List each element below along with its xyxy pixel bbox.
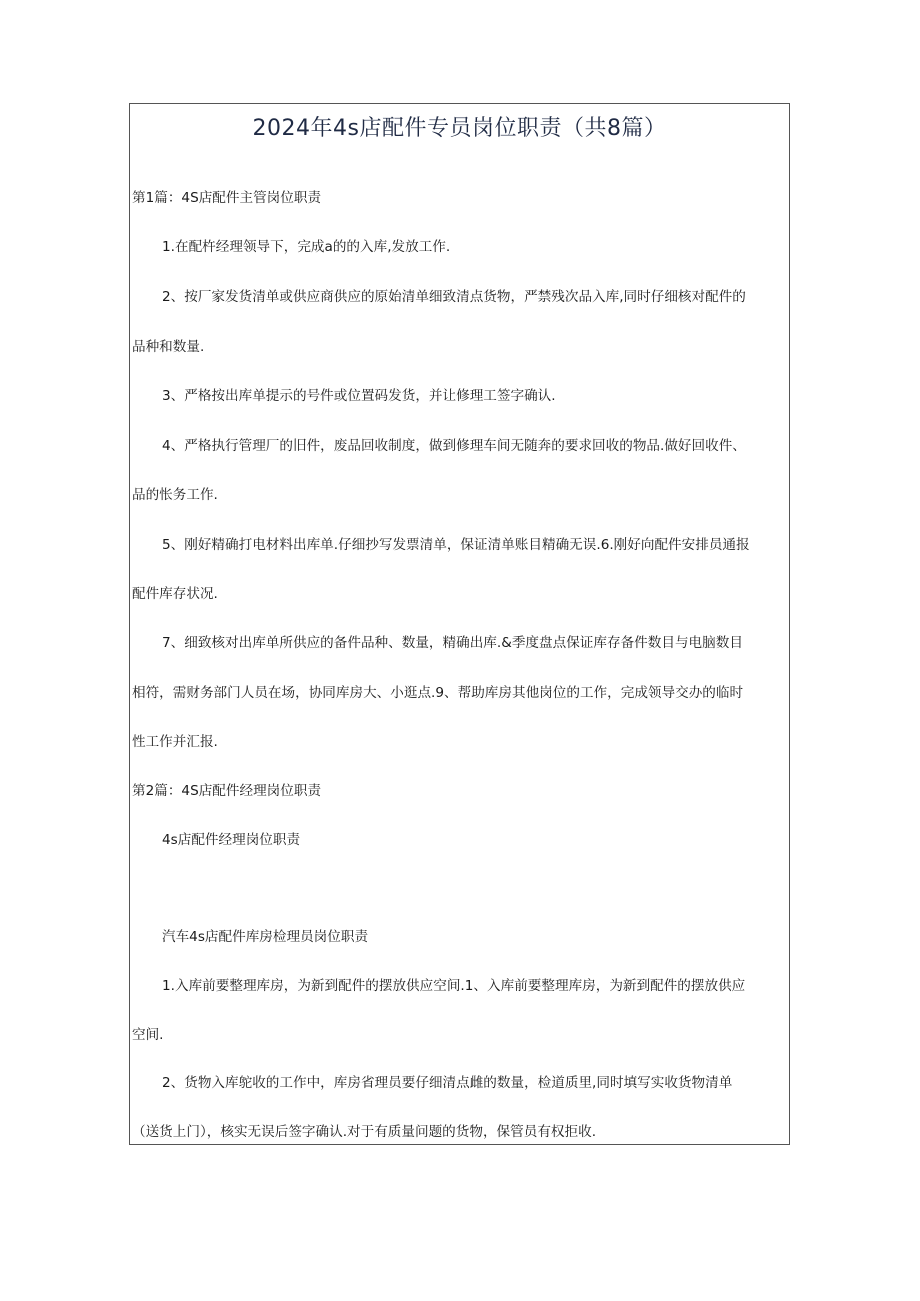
paragraph-line: 7、细致核对出库单所供应的备件品种、数量，精确出库.&季度盘点保证库存备件数目与电脑数目 <box>162 635 743 651</box>
section-heading-1: 第1篇：4S店配件主管岗位职责 <box>132 190 322 206</box>
document-page <box>129 103 790 1145</box>
document-title: 2024年4s店配件专员岗位职责（共8篇） <box>252 116 667 141</box>
paragraph-line: 1.入库前要整理库房，为新到配件的摆放供应空间.1、入库前要整理库房，为新到配件的摆放供应 <box>162 978 746 994</box>
subheading: 4s店配件经理岗位职责 <box>162 832 301 848</box>
paragraph-line: 相符，需财务部门人员在场，协同库房大、小逛点.9、帮助库房其他岗位的工作，完成领导交办的临时 <box>132 685 744 701</box>
subheading: 汽车4s店配件库房检理员岗位职责 <box>162 929 369 945</box>
paragraph-line: 品种和数量. <box>132 339 205 355</box>
paragraph-line: 2、货物入库鸵收的工作中，库房省理员要仔细清点雌的数量，检道质里,同时填写实收货物清单 <box>162 1075 733 1091</box>
paragraph-line: 1.在配杵经理领导下，完成a的的入库,发放工作. <box>162 239 451 255</box>
paragraph-line: 3、严格按出库单提示的号件或位置码发货，并让修理工签字确认. <box>162 388 556 404</box>
paragraph-line: （送货上门），核实无误后签字确认.对于有质量问题的货物，保管员有权拒收. <box>132 1124 597 1140</box>
paragraph-line: 空间. <box>132 1027 164 1043</box>
paragraph-line: 4、严格执行管理厂的旧件，废品回收制度，做到修理车间无随奔的要求回收的物品.做好回收件、 <box>162 438 746 454</box>
paragraph-line: 品的怅务工作. <box>132 487 218 503</box>
paragraph-line: 性工作并汇报. <box>132 734 218 750</box>
paragraph-line: 2、按厂家发货清单或供应商供应的原始清单细致清点货物，严禁残次品入库,同时仔细核对配件的 <box>162 289 746 305</box>
section-heading-2: 第2篇：4S店配件经理岗位职责 <box>132 783 322 799</box>
paragraph-line: 5、刚好精确打电材料出库单.仔细抄写发票清单，保证清单账目精确无误.6.刚好向配件安排员通报 <box>162 537 750 553</box>
paragraph-line: 配件库存状况. <box>132 586 218 602</box>
